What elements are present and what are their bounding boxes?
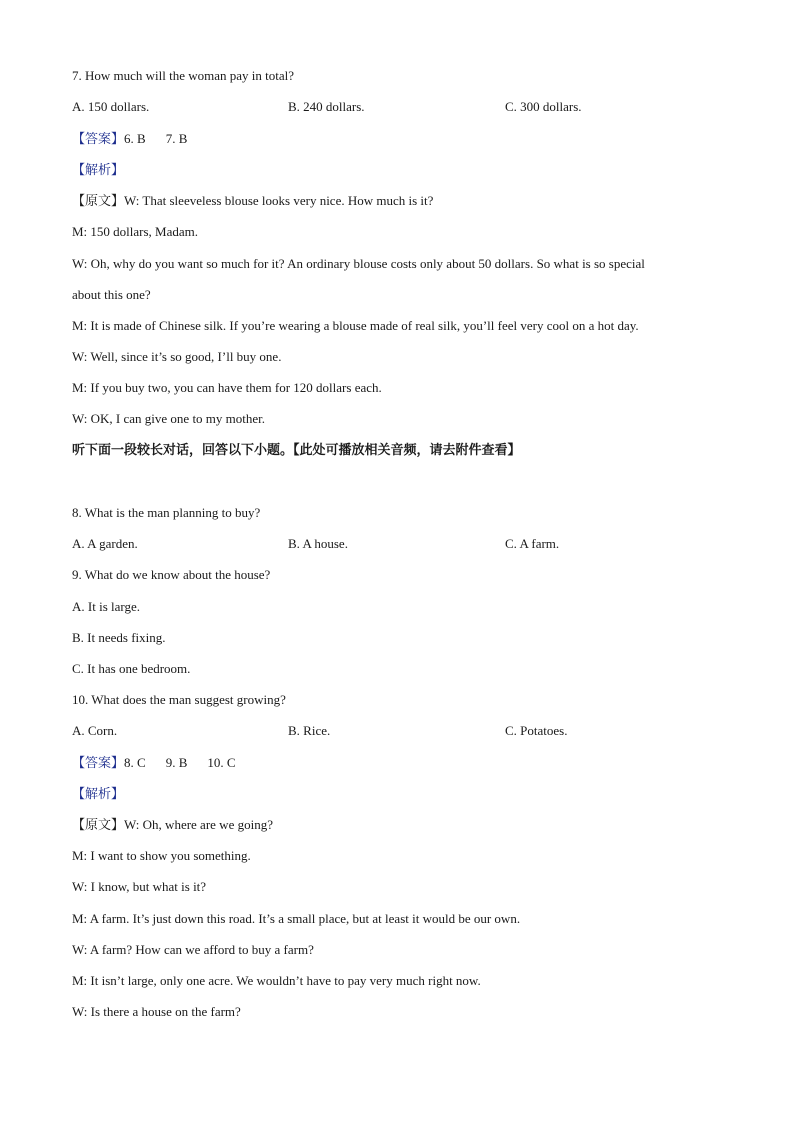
answer-item: 9. B [165,755,188,770]
q7-option-c: C. 300 dollars. [505,99,582,114]
question-10: 10. What does the man suggest growing? [72,692,286,707]
answer-tag: 【答案】 [72,755,125,770]
question-7: 7. How much will the woman pay in total? [72,68,295,83]
answer-line-1 [72,131,187,147]
answer-tag: 【答案】 [72,131,125,146]
analysis-tag-1: 【解析】 [72,162,125,177]
transcript-line: W: I know, but what is it? [72,879,207,894]
listening-instruction: 听下面一段较长对话，回答以下小题。【此处可播放相关音频，请去附件查看】 [72,443,521,458]
transcript-line: M: 150 dollars, Madam. [72,224,199,239]
question-9: 9. What do we know about the house? [72,567,271,582]
answer-item: 6. B [124,131,146,146]
transcript-line: W: A farm? How can we afford to buy a farm? [72,942,314,957]
q10-option-c: C. Potatoes. [505,723,568,738]
transcript-line: M: It isn’t large, only one acre. We wouldn’t have to pay very much right now. [72,973,481,988]
transcript-line: 【原文】W: Oh, where are we going? [72,817,273,832]
answer-item: 8. C [124,755,146,770]
q8-option-a: A. A garden. [72,536,138,551]
question-8: 8. What is the man planning to buy? [72,505,261,520]
analysis-tag-2: 【解析】 [72,786,125,801]
q8-option-b: B. A house. [288,536,348,551]
transcript-tag: 【原文】 [72,817,125,832]
transcript-line: about this one? [72,287,151,302]
answer-line-2 [72,755,236,771]
answer-item: 10. C [207,755,236,770]
transcript-line: M: If you buy two, you can have them for 120 dollars each. [72,380,382,395]
transcript-line: M: It is made of Chinese silk. If you’re wearing a blouse made of real silk, you’ll feel very cool on a hot day. [72,318,639,333]
answer-item: 7. B [165,131,188,146]
q8-option-c: C. A farm. [505,536,560,551]
q7-option-a: A. 150 dollars. [72,99,150,114]
transcript-tag: 【原文】 [72,193,125,208]
transcript-line: W: Is there a house on the farm? [72,1004,241,1019]
q9-option-a: A. It is large. [72,599,140,614]
q10-option-a: A. Corn. [72,723,118,738]
transcript-line: M: A farm. It’s just down this road. It’s a small place, but at least it would be our own. [72,911,521,926]
q9-option-b: B. It needs fixing. [72,630,166,645]
transcript-line: 【原文】W: That sleeveless blouse looks very nice. How much is it? [72,193,434,208]
q7-option-b: B. 240 dollars. [288,99,365,114]
q10-option-b: B. Rice. [288,723,331,738]
q9-option-c: C. It has one bedroom. [72,661,191,676]
transcript-line: W: OK, I can give one to my mother. [72,411,266,426]
transcript-line: W: Well, since it’s so good, I’ll buy one. [72,349,282,364]
transcript-line: M: I want to show you something. [72,848,251,863]
transcript-line: W: Oh, why do you want so much for it? An ordinary blouse costs only about 50 dollars. So what is so special [72,256,645,271]
